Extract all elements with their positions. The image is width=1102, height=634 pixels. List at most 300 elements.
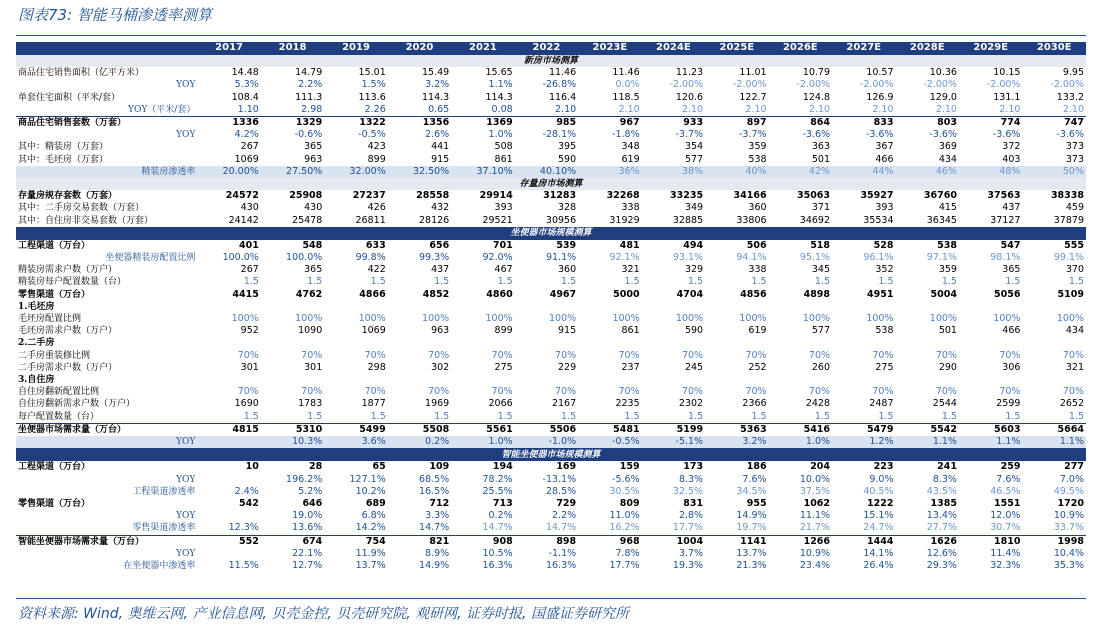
table-cell: 8.3% — [932, 473, 957, 485]
table-cell: 10 — [245, 461, 259, 473]
table-cell: 19.3% — [672, 559, 704, 571]
row-label: 2.二手房 — [18, 338, 55, 349]
year-header: 2026E — [769, 42, 832, 55]
table-cell: 952 — [240, 325, 259, 337]
section-header-row — [16, 227, 1086, 240]
row-label: 毛坯房需求户数（万户） — [18, 326, 118, 337]
table-cell: 116.4 — [548, 91, 577, 103]
table-cell — [451, 301, 514, 313]
table-cell: 1.5 — [687, 276, 704, 288]
table-cell: 434 — [938, 153, 957, 165]
table-cell: -3.6% — [865, 129, 894, 141]
table-cell: 70% — [681, 349, 704, 361]
table-cell: 120.6 — [675, 91, 704, 103]
table-cell: 5109 — [1057, 288, 1084, 300]
year-header-row — [16, 42, 1086, 55]
table-cell — [578, 337, 641, 349]
table-cell: 46% — [896, 166, 959, 178]
table-cell: -0.5% — [358, 129, 386, 141]
table-cell: 1.5 — [941, 276, 957, 288]
table-cell: 7.0% — [1059, 473, 1084, 485]
table-cell: 1783 — [298, 398, 323, 410]
table-cell: 373 — [1065, 153, 1084, 165]
table-cell: 10.57 — [866, 67, 894, 79]
table-cell: 1385 — [930, 497, 957, 509]
table-cell: 70% — [237, 349, 259, 361]
table-cell: 1.5 — [624, 410, 640, 422]
table-cell: 1329 — [261, 117, 324, 130]
table-cell: 15.1% — [863, 510, 894, 522]
table-cell: 32885 — [672, 214, 704, 226]
table-row — [16, 67, 1086, 79]
table-cell: 33.7% — [1053, 522, 1084, 534]
row-label: 商品住宅销售套数（万套） — [16, 117, 197, 130]
table-cell: 29.3% — [926, 559, 957, 571]
table-cell: 100% — [802, 313, 831, 325]
table-cell: 5310 — [261, 423, 324, 436]
table-cell: 99.3% — [419, 252, 450, 264]
table-cell: 2.98 — [301, 103, 323, 115]
table-cell: 619 — [748, 325, 767, 337]
table-row — [16, 474, 1086, 486]
table-cell: 359 — [748, 141, 767, 153]
table-cell: 864 — [769, 117, 832, 130]
table-cell: 4898 — [803, 288, 831, 300]
table-cell: 2.8% — [678, 510, 704, 522]
table-cell: 774 — [959, 117, 1022, 130]
table-cell — [451, 374, 514, 386]
table-cell: 13.4% — [926, 510, 957, 522]
table-cell: 747 — [1022, 117, 1086, 130]
section-header-row — [16, 178, 1086, 190]
table-cell: 360 — [558, 264, 577, 276]
table-cell: 1.5 — [497, 276, 513, 288]
table-cell: 12.3% — [228, 522, 259, 534]
table-cell — [388, 301, 451, 313]
table-cell: 223 — [873, 461, 894, 473]
table-cell: 1.10 — [237, 103, 259, 115]
table-cell: 14.7% — [482, 522, 513, 534]
row-label: YOY — [16, 436, 197, 448]
table-cell: 9.95 — [1062, 67, 1084, 79]
table-row — [16, 411, 1086, 424]
table-row — [16, 215, 1086, 227]
year-header: 2024E — [642, 42, 705, 55]
table-row — [16, 374, 1086, 386]
section-title: 存量房市场测算 — [16, 178, 1086, 190]
table-cell: 70% — [1062, 349, 1084, 361]
table-cell: 13.7% — [736, 547, 767, 559]
table-cell: 11.9% — [355, 547, 386, 559]
table-cell: 19.7% — [736, 522, 767, 534]
table-cell: 70% — [935, 386, 957, 398]
table-cell: 5479 — [832, 423, 895, 436]
section-title: 新房市场测算 — [16, 55, 1086, 67]
section-header-row — [16, 448, 1086, 461]
table-cell: 12.6% — [926, 547, 957, 559]
row-label: 二手房重装修比例 — [18, 350, 91, 361]
table-cell: 70% — [301, 386, 323, 398]
table-cell: 15.65 — [485, 67, 513, 79]
table-cell: 1004 — [642, 535, 705, 548]
table-cell — [578, 374, 641, 386]
table-cell: 32.00% — [324, 166, 387, 178]
table-cell: 25908 — [289, 190, 323, 202]
table-cell: 173 — [683, 461, 704, 473]
table-cell: 985 — [515, 117, 578, 130]
table-cell: 1551 — [993, 497, 1021, 509]
table-cell: 619 — [621, 153, 640, 165]
table-cell: 899 — [367, 153, 386, 165]
table-cell: 2544 — [932, 398, 957, 410]
table-cell — [261, 337, 324, 349]
table-cell: 68.5% — [419, 473, 450, 485]
header-corner — [16, 42, 197, 55]
table-cell: 689 — [365, 497, 386, 509]
table-cell: 5506 — [515, 423, 578, 436]
table-cell: 861 — [621, 325, 640, 337]
row-label: YOY — [176, 511, 196, 522]
table-cell: 528 — [873, 239, 894, 251]
table-cell: 32268 — [606, 190, 640, 202]
table-cell: 44% — [832, 166, 895, 178]
table-cell: 501 — [938, 325, 957, 337]
table-cell: 542 — [238, 497, 259, 509]
row-label: 工程渠道渗透率 — [132, 486, 196, 497]
table-cell: 30956 — [545, 214, 577, 226]
table-cell — [1022, 301, 1086, 313]
table-cell: 26811 — [355, 214, 386, 226]
table-cell — [197, 548, 260, 560]
table-cell: 831 — [683, 497, 704, 509]
table-cell: 963 — [304, 153, 323, 165]
row-label: 坐便器精装房配置比例 — [105, 253, 196, 264]
table-cell: 24142 — [228, 214, 259, 226]
table-row — [16, 350, 1086, 362]
table-cell: 555 — [1064, 239, 1084, 251]
table-cell: 14.79 — [295, 67, 323, 79]
row-label: 商品住宅销售面积（亿平方米） — [18, 68, 145, 79]
row-label: 自住房翻新配置比例 — [18, 387, 100, 398]
table-cell: -2.00% — [669, 79, 704, 91]
year-header: 2018 — [261, 42, 324, 55]
table-cell: 1.5 — [561, 276, 577, 288]
table-cell — [197, 436, 260, 448]
table-cell: 70% — [237, 386, 259, 398]
table-cell: 915 — [431, 153, 450, 165]
table-cell: 70% — [491, 386, 513, 398]
table-cell: 1.5 — [1005, 276, 1021, 288]
table-cell: 809 — [619, 497, 640, 509]
table-cell: 2.2% — [552, 510, 577, 522]
table-cell: 321 — [1065, 361, 1084, 373]
table-cell — [959, 374, 1022, 386]
table-cell: 1.5 — [751, 410, 767, 422]
table-cell: 1.5 — [751, 276, 767, 288]
table-cell: 5000 — [613, 288, 640, 300]
table-cell: 422 — [367, 264, 386, 276]
table-cell — [388, 337, 451, 349]
table-cell: 10.5% — [482, 547, 513, 559]
table-cell: 37879 — [1053, 214, 1084, 226]
table-cell: 415 — [938, 202, 957, 214]
table-cell: 24572 — [225, 190, 259, 202]
table-cell: 1.5 — [243, 276, 259, 288]
table-cell: 371 — [811, 202, 831, 214]
table-cell: 373 — [1065, 141, 1084, 153]
table-cell: -3.6% — [992, 129, 1021, 141]
table-cell: 34166 — [733, 190, 767, 202]
row-label: 精装房需求户数（万户） — [18, 265, 118, 276]
table-cell: 16.2% — [609, 522, 640, 534]
table-cell: 70% — [364, 349, 386, 361]
table-cell: 329 — [684, 264, 704, 276]
row-label: 存量房规存套数（万套） — [18, 191, 118, 202]
table-cell: 552 — [197, 535, 260, 548]
table-cell — [642, 337, 705, 349]
table-cell: 1.0% — [488, 129, 513, 141]
row-label: 工程渠道（万台） — [18, 240, 91, 251]
table-cell — [197, 474, 260, 486]
table-cell: 466 — [875, 153, 894, 165]
table-cell: 23.4% — [799, 559, 831, 571]
table-cell: 1.5 — [814, 276, 831, 288]
table-cell: 2.26 — [364, 103, 386, 115]
row-label: 3.自住房 — [18, 375, 55, 386]
table-row — [16, 289, 1086, 301]
table-cell: 36% — [578, 166, 641, 178]
row-label: 精装房渗透率 — [16, 166, 197, 178]
table-cell: 5561 — [451, 423, 514, 436]
row-label: 在坐便器中渗透率 — [123, 560, 196, 571]
table-cell: 1062 — [803, 497, 831, 509]
table-cell: 430 — [240, 202, 259, 214]
table-cell: 1.0% — [769, 436, 832, 448]
row-label: YOY（平米/套） — [128, 104, 196, 115]
table-cell: 21.3% — [736, 559, 767, 571]
table-cell — [451, 337, 514, 349]
table-cell: 15.49 — [422, 67, 450, 79]
table-cell: 369 — [938, 141, 957, 153]
table-cell: 518 — [810, 239, 831, 251]
table-cell: 11.46 — [548, 67, 577, 79]
table-cell: 78.2% — [482, 473, 513, 485]
year-header: 2019 — [324, 42, 387, 55]
table-cell: 70% — [428, 386, 450, 398]
table-cell: 100% — [993, 313, 1021, 325]
table-cell: 8.3% — [678, 473, 704, 485]
table-cell: 501 — [811, 153, 831, 165]
table-cell: 100% — [739, 313, 767, 325]
table-cell: -1.1% — [548, 547, 577, 559]
table-cell: 27237 — [352, 190, 386, 202]
table-cell: 338 — [748, 264, 767, 276]
table-cell: 0.08 — [491, 103, 513, 115]
table-cell: 1.0% — [451, 436, 514, 448]
table-cell: 1690 — [234, 398, 259, 410]
table-row — [16, 129, 1086, 141]
table-cell: 42% — [769, 166, 832, 178]
row-label: 每户配置数量（台） — [18, 411, 100, 422]
table-cell: 70% — [935, 349, 957, 361]
row-label: 其中：毛坯房（万套） — [18, 154, 109, 165]
table-cell: 437 — [1002, 202, 1021, 214]
table-cell: 1444 — [832, 535, 895, 548]
table-cell: 2.10 — [808, 103, 831, 115]
table-cell: 301 — [304, 361, 323, 373]
table-cell: 10.36 — [929, 67, 957, 79]
table-cell: 833 — [832, 117, 895, 130]
table-cell: 1.5 — [243, 410, 259, 422]
table-cell: 70% — [301, 349, 323, 361]
row-label: YOY — [176, 80, 196, 91]
table-cell: 2599 — [996, 398, 1021, 410]
table-cell: 0.2% — [488, 510, 513, 522]
table-cell: 32.50% — [388, 166, 451, 178]
table-cell: 1.5 — [307, 410, 323, 422]
table-row — [16, 313, 1086, 325]
table-cell: 169 — [556, 461, 577, 473]
table-cell: -3.7% — [675, 129, 704, 141]
table-cell: 114.3 — [485, 91, 513, 103]
table-cell: 459 — [1065, 202, 1084, 214]
table-cell: 7.6% — [996, 473, 1021, 485]
table-cell: 0.2% — [388, 436, 451, 448]
table-cell: 204 — [810, 461, 831, 473]
table-cell: 2167 — [551, 398, 577, 410]
table-cell: 19.0% — [292, 510, 323, 522]
table-cell: 713 — [492, 497, 513, 509]
table-cell: 2.10 — [935, 103, 957, 115]
table-cell: 4415 — [232, 288, 259, 300]
table-cell: 577 — [684, 153, 704, 165]
table-cell: 14.9% — [736, 510, 767, 522]
table-cell: 5508 — [388, 423, 451, 436]
table-cell: 2235 — [615, 398, 640, 410]
table-cell: 114.3 — [422, 91, 450, 103]
table-cell: 21.7% — [799, 522, 831, 534]
table-cell: 7.8% — [615, 547, 640, 559]
table-cell: -0.5% — [578, 436, 641, 448]
table-cell: 131.1 — [993, 91, 1021, 103]
table-cell: 100% — [929, 313, 957, 325]
year-header: 2027E — [832, 42, 895, 55]
table-cell: 14.48 — [231, 67, 259, 79]
table-cell: 4860 — [486, 288, 513, 300]
table-row — [16, 498, 1086, 510]
table-cell: 365 — [1002, 264, 1021, 276]
table-cell: 126.9 — [866, 91, 894, 103]
table-cell: 548 — [302, 239, 323, 251]
table-cell: 963 — [431, 325, 450, 337]
table-cell — [261, 301, 324, 313]
table-cell: 2428 — [805, 398, 831, 410]
table-row — [16, 202, 1086, 214]
table-row — [16, 362, 1086, 374]
year-header: 2029E — [959, 42, 1022, 55]
table-cell: 93.1% — [672, 252, 704, 264]
table-cell — [1022, 374, 1086, 386]
table-cell: 40% — [705, 166, 768, 178]
table-cell: 70% — [808, 386, 831, 398]
table-cell: 354 — [684, 141, 704, 153]
figure-title: 图表73: 智能马桶渗透率测算 — [18, 6, 212, 24]
table-cell: -0.6% — [294, 129, 323, 141]
table-cell: 3.2% — [705, 436, 768, 448]
table-cell: 14.9% — [419, 559, 450, 571]
table-cell: 967 — [578, 117, 641, 130]
table-cell: 100% — [295, 313, 323, 325]
table-cell: 1626 — [896, 535, 959, 548]
table-cell: 2.10 — [999, 103, 1021, 115]
table-cell: 100% — [866, 313, 894, 325]
table-cell: 99.8% — [355, 252, 386, 264]
table-cell — [197, 374, 260, 386]
table-cell: -5.6% — [612, 473, 640, 485]
table-cell: 98.1% — [990, 252, 1021, 264]
table-cell: 729 — [556, 497, 577, 509]
row-label: 工程渠道（万台） — [18, 462, 91, 473]
table-row — [16, 154, 1086, 166]
table-cell: 11.1% — [799, 510, 831, 522]
table-cell: 5481 — [578, 423, 641, 436]
table-cell: 590 — [558, 153, 577, 165]
table-cell: 194 — [492, 461, 513, 473]
table-cell: 36345 — [926, 214, 957, 226]
table-cell: -1.8% — [612, 129, 640, 141]
table-cell: 1.1% — [488, 79, 513, 91]
table-cell: 2.10 — [1062, 103, 1084, 115]
table-cell: 40.10% — [515, 166, 578, 178]
table-cell: 70% — [745, 349, 767, 361]
table-cell: 539 — [556, 239, 577, 251]
table-cell: 370 — [1065, 264, 1084, 276]
table-cell: 908 — [451, 535, 514, 548]
table-cell: 1141 — [705, 535, 768, 548]
table-cell: 328 — [558, 202, 577, 214]
table-cell: -3.6% — [802, 129, 831, 141]
table-cell: 2.10 — [618, 103, 640, 115]
table-cell: 237 — [621, 361, 640, 373]
table-cell — [896, 374, 959, 386]
table-cell: 49.5% — [1053, 485, 1084, 497]
table-cell: 302 — [431, 361, 450, 373]
table-cell: 3.3% — [425, 510, 450, 522]
table-cell: 1.5 — [370, 410, 386, 422]
table-cell — [959, 337, 1022, 349]
table-cell: 38338 — [1050, 190, 1084, 202]
table-cell: 12.0% — [990, 510, 1021, 522]
table-cell: 37.5% — [799, 485, 831, 497]
year-header: 2023E — [578, 42, 641, 55]
table-cell: 821 — [388, 535, 451, 548]
table-cell: 441 — [431, 141, 450, 153]
table-cell: 96.1% — [863, 252, 894, 264]
table-cell: 4951 — [867, 288, 894, 300]
table-cell: 403 — [1002, 153, 1021, 165]
table-cell: 33806 — [736, 214, 767, 226]
table-cell: 10.9% — [799, 547, 831, 559]
table-cell: 4866 — [359, 288, 386, 300]
table-cell: 0.65 — [428, 103, 450, 115]
table-cell — [705, 337, 768, 349]
row-label: YOY — [176, 130, 196, 141]
table-cell: 393 — [875, 202, 894, 214]
table-cell: 34692 — [799, 214, 831, 226]
table-cell: 14.7% — [545, 522, 577, 534]
table-cell: 28 — [309, 461, 323, 473]
row-label: 1.毛坯房 — [18, 301, 55, 312]
